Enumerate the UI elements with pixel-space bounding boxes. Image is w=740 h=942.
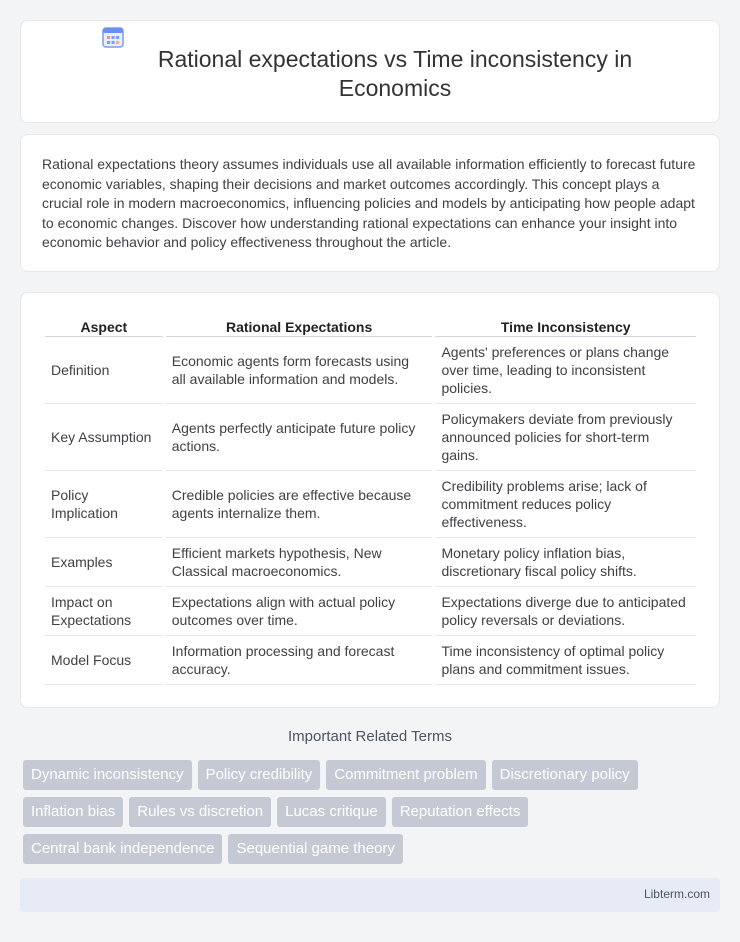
related-term-tag[interactable]: Dynamic inconsistency [23,760,192,790]
table-row [45,471,696,538]
related-terms-heading: Important Related Terms [288,728,452,745]
table-cell: Credibility problems arise; lack of commitment reduces policy effectiveness. [435,471,696,538]
related-term-tag[interactable]: Policy credibility [198,760,321,790]
table-cell: Monetary policy inflation bias, discretionary fiscal policy shifts. [435,538,696,587]
table-cell: Policymakers deviate from previously announced policies for short-term gains. [435,404,696,471]
table-cell-aspect: Key Assumption [45,404,163,471]
table-row [45,587,696,636]
table-cell: Expectations align with actual policy outcomes over time. [166,587,433,636]
table-row [45,337,696,404]
table-cell: Agents' preferences or plans change over time, leading to inconsistent policies. [435,337,696,404]
table-cell-aspect: Impact on Expectations [45,587,163,636]
table-header-row [45,315,696,337]
related-term-tag[interactable]: Inflation bias [23,797,123,827]
related-term-tag[interactable]: Sequential game theory [228,834,402,864]
related-term-tag[interactable]: Reputation effects [392,797,529,827]
table-cell: Information processing and forecast accuracy. [166,636,433,685]
table-cell: Time inconsistency of optimal policy plans and commitment issues. [435,636,696,685]
related-term-tag[interactable]: Rules vs discretion [129,797,271,827]
table-cell: Agents perfectly anticipate future policy actions. [166,404,433,471]
table-cell: Credible policies are effective because agents internalize them. [166,471,433,538]
footer [20,878,720,912]
table-cell-aspect: Model Focus [45,636,163,685]
column-header-time-inconsistency: Time Inconsistency [435,315,696,337]
intro-card [20,134,720,272]
footer-site-link[interactable]: Libterm.com [643,887,710,901]
title-card [20,20,720,123]
table-cell: Efficient markets hypothesis, New Classical macroeconomics. [166,538,433,587]
table-cell-aspect: Definition [45,337,163,404]
related-term-tag[interactable]: Lucas critique [277,797,386,827]
table-cell: Expectations diverge due to anticipated policy reversals or deviations. [435,587,696,636]
related-terms-list [23,760,703,864]
table-row [45,538,696,587]
related-term-tag[interactable]: Commitment problem [326,760,485,790]
related-term-tag[interactable]: Central bank independence [23,834,222,864]
related-term-tag[interactable]: Discretionary policy [492,760,638,790]
intro-paragraph: Rational expectations theory assumes individuals use all available information efficiently to forecast future economic variables, shaping their decisions and market outcomes accordingly. This concept plays a crucial role in modern macroeconomics, influencing policies and models by anticipating how people adapt to economic changes. Discover how understanding rational expectations can enhance your insight into economic behavior and policy effectiveness throughout the article. [42,156,696,250]
column-header-rational-expectations: Rational Expectations [166,315,433,337]
table-row [45,404,696,471]
comparison-table-card [20,292,720,708]
page-title: Rational expectations vs Time inconsistency in Economics [157,46,633,101]
table-cell-aspect: Examples [45,538,163,587]
column-header-aspect: Aspect [45,315,163,337]
comparison-table [42,315,699,685]
table-cell-aspect: Policy Implication [45,471,163,538]
table-cell: Economic agents form forecasts using all available information and models. [166,337,433,404]
table-row [45,636,696,685]
